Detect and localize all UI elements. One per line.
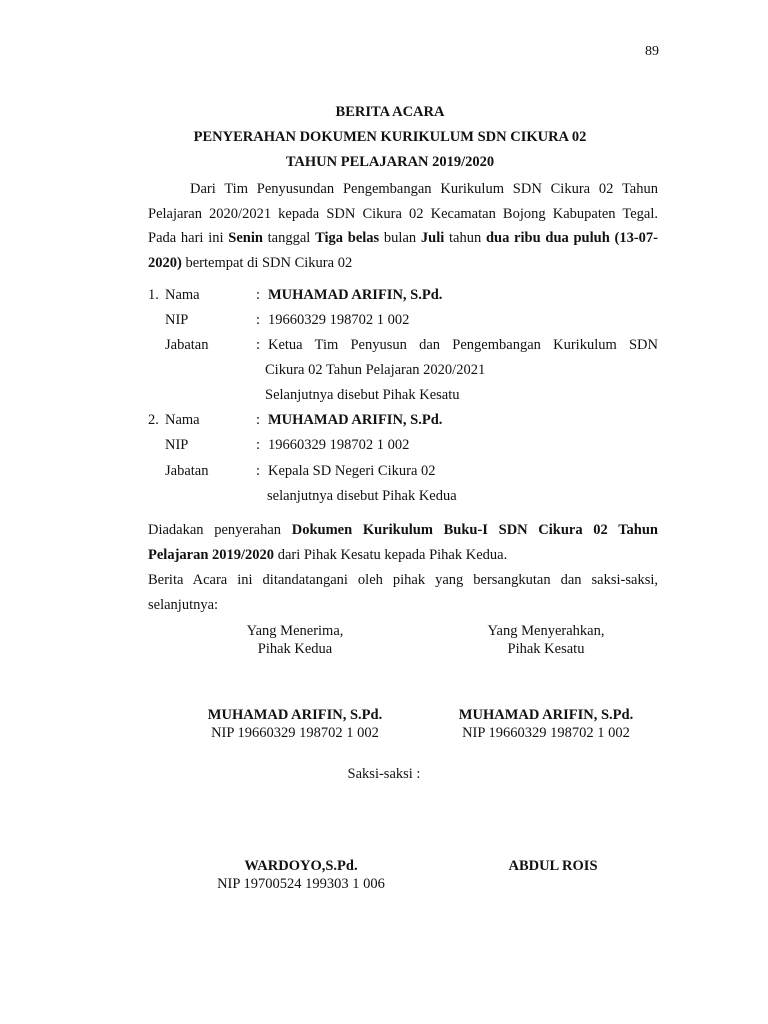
receiver-signature-block (165, 622, 425, 658)
party1-position-value: Ketua Tim Penyusun dan Pengembangan Kurikulum SDN (268, 337, 658, 353)
receiver-name-block (165, 706, 425, 742)
giver-signature-block (416, 622, 676, 658)
handover-text: dari Pihak Kesatu kepada Pihak Kedua. (274, 546, 508, 563)
party1-nip-row (148, 312, 658, 332)
academic-year-title: TAHUN PELAJARAN 2019/2020 (285, 154, 495, 170)
intro-date: Tiga belas (315, 230, 380, 246)
receiver-name: MUHAMAD ARIFIN, S.Pd. (207, 707, 383, 723)
party1-nip-label: NIP (165, 312, 189, 328)
party2-number: 2. (148, 412, 159, 428)
handover-paragraph (148, 518, 658, 567)
witness1-block (171, 857, 431, 893)
colon: : (256, 287, 261, 303)
document-title: BERITA ACARA (335, 104, 445, 120)
giver-party: Pihak Kesatu (507, 641, 585, 657)
colon: : (256, 437, 261, 453)
party2-name-row (148, 412, 658, 432)
party1-position-continued: Cikura 02 Tahun Pelajaran 2020/2021 (265, 362, 486, 378)
colon: : (256, 337, 261, 353)
witness1-name: WARDOYO,S.Pd. (244, 858, 358, 874)
page-number: 89 (645, 44, 659, 59)
intro-text: tanggal (262, 230, 316, 246)
giver-name-block (416, 706, 676, 742)
handover-document: Dokumen Kurikulum Buku-I SDN Cikura 02 Tahun Pelajaran 2019/2020 (148, 522, 658, 563)
party2-designation: selanjutnya disebut Pihak Kedua (267, 488, 457, 504)
party1-name-label: Nama (165, 287, 200, 303)
party1-position-row (148, 337, 658, 357)
witness2-name: ABDUL ROIS (508, 858, 598, 874)
receiver-nip: NIP 19660329 198702 1 002 (211, 725, 379, 741)
giver-role: Yang Menyerahkan, (487, 623, 605, 639)
colon: : (256, 412, 261, 428)
intro-text: bertempat di SDN Cikura 02 (181, 254, 353, 271)
party1-number: 1. (148, 287, 159, 303)
closing-paragraph: Berita Acara ini ditandatangani oleh pihak yang bersangkutan dan saksi-saksi, selanjutnya: (148, 572, 658, 613)
handover-text: Diadakan penyerahan (148, 522, 292, 538)
party1-position-label: Jabatan (165, 337, 209, 353)
colon: : (256, 312, 261, 328)
intro-text: bulan (379, 230, 421, 246)
intro-text: Dari Tim Penyusundan Pengembangan Kurikulum SDN Cikura 02 Tahun Pelajaran 2020/2021 kepada SDN Cikura 02 Kecamatan Bojong Kabupaten Tegal. Pada hari ini (148, 181, 658, 246)
party2-nip-row (148, 437, 658, 457)
witness1-nip: NIP 19700524 199303 1 006 (217, 876, 385, 892)
intro-paragraph (148, 177, 658, 275)
intro-year: dua ribu dua puluh (13-07-2020) (148, 230, 659, 271)
witnesses-heading: Saksi-saksi : (347, 766, 421, 782)
party2-name-label: Nama (165, 412, 200, 428)
receiver-role: Yang Menerima, (246, 623, 344, 639)
intro-day: Senin (228, 230, 263, 246)
receiver-party: Pihak Kedua (257, 641, 333, 657)
party2-nip-label: NIP (165, 437, 189, 453)
party1-name-row (148, 287, 658, 307)
party1-name-value: MUHAMAD ARIFIN, S.Pd. (268, 287, 443, 303)
party2-name-value: MUHAMAD ARIFIN, S.Pd. (268, 412, 443, 428)
party1-nip-value: 19660329 198702 1 002 (268, 312, 410, 328)
document-subtitle: PENYERAHAN DOKUMEN KURIKULUM SDN CIKURA 02 (193, 129, 587, 145)
colon: : (256, 463, 261, 479)
party2-position-value: Kepala SD Negeri Cikura 02 (268, 463, 436, 479)
intro-month: Juli (420, 230, 445, 246)
party2-position-row (148, 463, 658, 483)
party2-position-label: Jabatan (165, 463, 209, 479)
party2-nip-value: 19660329 198702 1 002 (268, 437, 410, 453)
giver-name: MUHAMAD ARIFIN, S.Pd. (458, 707, 634, 723)
witness2-block (423, 857, 683, 875)
intro-text: tahun (444, 230, 486, 246)
party1-designation: Selanjutnya disebut Pihak Kesatu (265, 387, 460, 403)
giver-nip: NIP 19660329 198702 1 002 (462, 725, 630, 741)
